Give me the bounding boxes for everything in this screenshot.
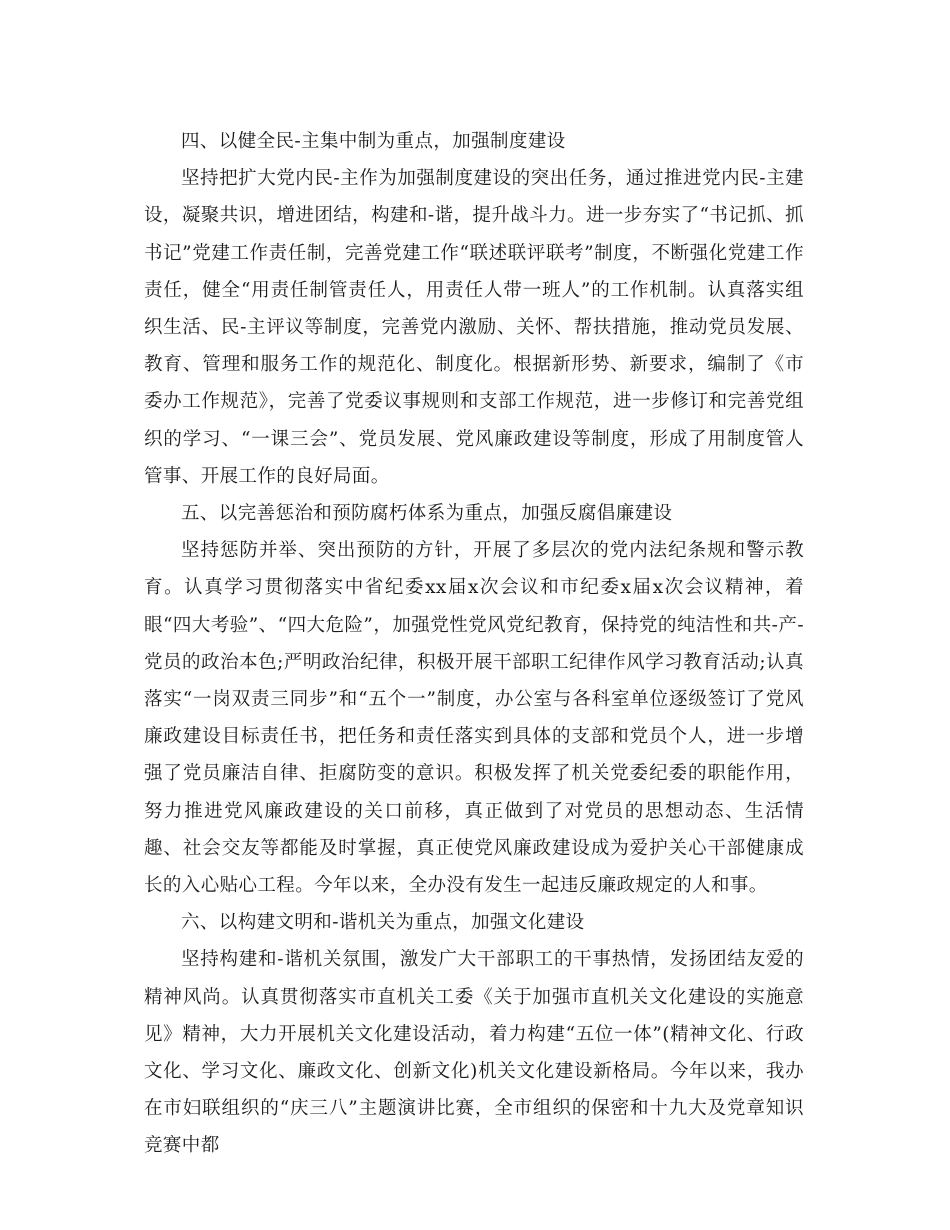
document-body xyxy=(144,123,804,1165)
section-heading-6: 六、以构建文明和-谐机关为重点，加强文化建设 xyxy=(181,912,585,934)
section-paragraph-5: 坚持惩防并举、突出预防的方针，开展了多层次的党内法纪条规和警示教育。认真学习贯彻落实中省纪委xx届x次会议和市纪委x届x次会议精神，着眼“四大考验”、“四大危险”，加强党性党风党纪教育，保持党的纯洁性和共-产-党员的政治本色;严明政治纪律，积极开展干部职工纪律作风学习教育活动;认真落实“一岗双责三同步”和“五个一”制度，办公室与各科室单位逐级签订了党风廉政建设目标责任书，把任务和责任落实到具体的支部和党员个人，进一步增强了党员廉洁自律、拒腐防变的意识。积极发挥了机关党委纪委的职能作用，努力推进党风廉政建设的关口前移，真正做到了对党员的思想动态、生活情趣、社会交友等都能及时掌握，真正使党风廉政建设成为爱护关心干部健康成长的入心贴心工程。今年以来，全办没有发生一起违反廉政规定的人和事。 xyxy=(144,540,804,897)
section-heading-4: 四、以健全民-主集中制为重点，加强制度建设 xyxy=(181,131,566,152)
section-heading-5: 五、以完善惩治和预防腐朽体系为重点，加强反腐倡廉建设 xyxy=(181,503,673,525)
section-paragraph-6: 坚持构建和-谐机关氛围，激发广大干部职工的干事热情，发扬团结友爱的精神风尚。认真贯彻落实市直机关工委《关于加强市直机关文化建设的实施意见》精神，大力开展机关文化建设活动，着力构建“五位一体”(精神文化、行政文化、学习文化、廉政文化、创新文化)机关文化建设新格局。今年以来，我办在市妇联组织的“庆三八”主题演讲比赛，全市组织的保密和十九大及党章知识竞赛中都 xyxy=(144,949,804,1157)
section-paragraph-4: 坚持把扩大党内民-主作为加强制度建设的突出任务，通过推进党内民-主建设，凝聚共识，增进团结，构建和-谐，提升战斗力。进一步夯实了“书记抓、抓书记”党建工作责任制，完善党建工作“联述联评联考”制度，不断强化党建工作责任，健全“用责任制管责任人，用责任人带一班人”的工作机制。认真落实组织生活、民-主评议等制度，完善党内激励、关怀、帮扶措施，推动党员发展、教育、管理和服务工作的规范化、制度化。根据新形势、新要求，编制了《市委办工作规范》，完善了党委议事规则和支部工作规范，进一步修订和完善党组织的学习、“一课三会”、党员发展、党风廉政建设等制度，形成了用制度管人管事、开展工作的良好局面。 xyxy=(144,168,804,487)
